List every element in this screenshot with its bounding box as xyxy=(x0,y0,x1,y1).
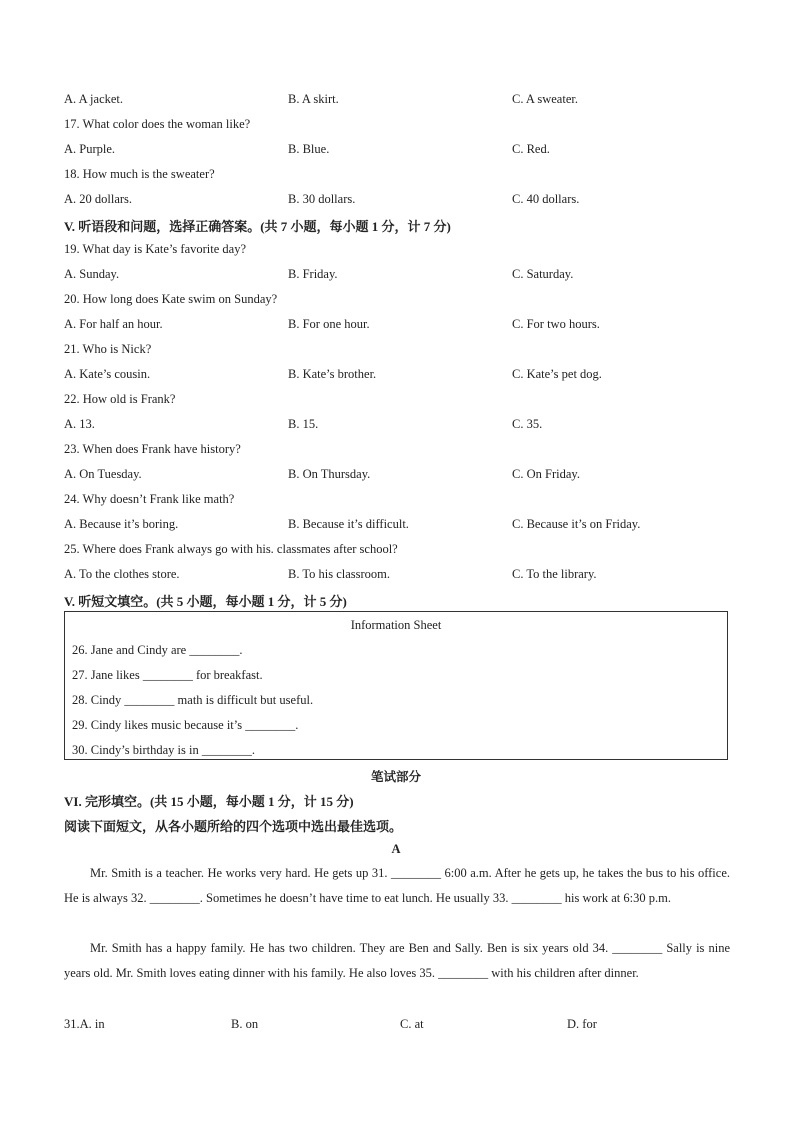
q24-option-b: B. Because it’s difficult. xyxy=(288,517,409,531)
information-sheet xyxy=(64,611,728,760)
q17-question: 17. What color does the woman like? xyxy=(64,117,251,131)
section-title: V. 听语段和问题，选择正确答案。(共 7 小题，每小题 1 分，计 7 分) xyxy=(64,219,451,234)
q21-option-c: C. Kate’s pet dog. xyxy=(512,367,602,381)
passage-paragraph: Mr. Smith has a happy family. He has two children. They are Ben and Sally. Ben is six years old 34. ________ Sally is nine years old. Mr. Smith loves eating dinner with his family. He also loves 35. ________ with his children after dinner. xyxy=(64,941,730,980)
q22-option-c: C. 35. xyxy=(512,417,543,431)
q18-option-a: A. 20 dollars. xyxy=(64,192,133,206)
q31-option-b: B. on xyxy=(231,1017,259,1031)
instruction: 阅读下面短文，从各小题所给的四个选项中选出最佳选项。 xyxy=(64,819,403,834)
q21-option-a: A. Kate’s cousin. xyxy=(64,367,151,381)
q31-option-c: C. at xyxy=(400,1017,424,1031)
q18-option-c: C. 40 dollars. xyxy=(512,192,580,206)
q18-option-b: B. 30 dollars. xyxy=(288,192,356,206)
passage-label: A xyxy=(391,842,401,856)
q20-question: 20. How long does Kate swim on Sunday? xyxy=(64,292,278,306)
q17-option-b: B. Blue. xyxy=(288,142,330,156)
q23-option-b: B. On Thursday. xyxy=(288,467,371,481)
q23-option-a: A. On Tuesday. xyxy=(64,467,142,481)
q25-options xyxy=(64,567,734,585)
q24-option-c: C. Because it’s on Friday. xyxy=(512,517,641,531)
q19-option-a: A. Sunday. xyxy=(64,267,120,281)
q18-question: 18. How much is the sweater? xyxy=(64,167,215,181)
section-title: V. 听短文填空。(共 5 小题，每小题 1 分，计 5 分) xyxy=(64,594,347,609)
q16-option-c: C. A sweater. xyxy=(512,92,578,106)
part-title: 笔试部分 xyxy=(370,770,421,784)
q17-option-c: C. Red. xyxy=(512,142,550,156)
q24-options xyxy=(64,517,734,535)
q24-question: 24. Why doesn’t Frank like math? xyxy=(64,492,235,506)
q21-option-b: B. Kate’s brother. xyxy=(288,367,377,381)
q23-option-c: C. On Friday. xyxy=(512,467,580,481)
q19-option-b: B. Friday. xyxy=(288,267,338,281)
q21-options xyxy=(64,367,734,385)
q20-option-b: B. For one hour. xyxy=(288,317,370,331)
q16-options xyxy=(64,92,734,110)
q25-option-c: C. To the library. xyxy=(512,567,597,581)
q17-option-a: A. Purple. xyxy=(64,142,116,156)
q19-option-c: C. Saturday. xyxy=(512,267,574,281)
information-sheet-title: Information Sheet xyxy=(350,618,442,632)
q20-option-c: C. For two hours. xyxy=(512,317,600,331)
info-line-28: 28. Cindy ________ math is difficult but useful. xyxy=(72,693,314,707)
q22-option-a: A. 13. xyxy=(64,417,95,431)
q18-options xyxy=(64,192,734,210)
q25-option-b: B. To his classroom. xyxy=(288,567,391,581)
q23-question: 23. When does Frank have history? xyxy=(64,442,241,456)
q17-options xyxy=(64,142,734,160)
q16-option-a: A. A jacket. xyxy=(64,92,124,106)
q22-question: 22. How old is Frank? xyxy=(64,392,176,406)
q19-question: 19. What day is Kate’s favorite day? xyxy=(64,242,247,256)
q24-option-a: A. Because it’s boring. xyxy=(64,517,179,531)
q20-option-a: A. For half an hour. xyxy=(64,317,163,331)
q31-option-a: 31.A. in xyxy=(64,1017,105,1031)
q31-option-d: D. for xyxy=(567,1017,597,1031)
q21-question: 21. Who is Nick? xyxy=(64,342,152,356)
q20-options xyxy=(64,317,734,335)
q16-option-b: B. A skirt. xyxy=(288,92,339,106)
q22-option-b: B. 15. xyxy=(288,417,319,431)
info-line-30: 30. Cindy’s birthday is in ________. xyxy=(72,743,255,757)
passage-paragraph: Mr. Smith is a teacher. He works very hard. He gets up 31. ________ 6:00 a.m. After he gets up, he takes the bus to his office. He is always 32. ________. Sometimes he doesn’t have time to eat lunch. He usually 33. ________ his work at 6:30 p.m. xyxy=(64,866,730,905)
section-title: VI. 完形填空。(共 15 小题，每小题 1 分，计 15 分) xyxy=(64,794,354,809)
q25-question: 25. Where does Frank always go with his. classmates after school? xyxy=(64,542,398,556)
q22-options xyxy=(64,417,734,435)
q31-options xyxy=(64,1017,734,1035)
q19-options xyxy=(64,267,734,285)
q23-options xyxy=(64,467,734,485)
q25-option-a: A. To the clothes store. xyxy=(64,567,180,581)
info-line-29: 29. Cindy likes music because it’s ________. xyxy=(72,718,299,732)
info-line-27: 27. Jane likes ________ for breakfast. xyxy=(72,668,263,682)
info-line-26: 26. Jane and Cindy are ________. xyxy=(72,643,243,657)
